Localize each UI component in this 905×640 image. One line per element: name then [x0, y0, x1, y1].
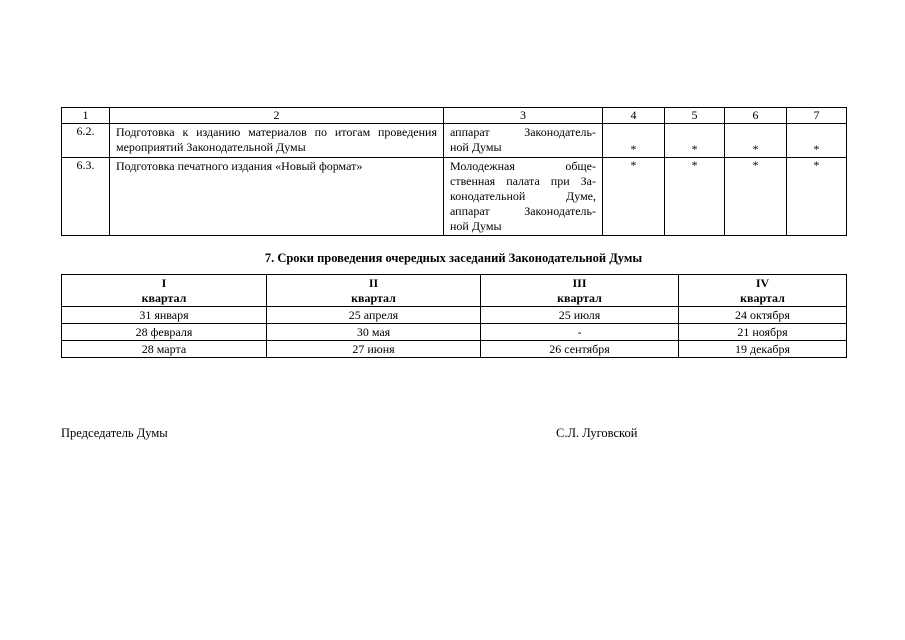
table-row	[62, 341, 847, 358]
column-header-q1: 4	[603, 108, 665, 124]
quarter-numeral: III	[572, 276, 587, 290]
row-mark-q1: *	[603, 158, 665, 236]
session-date: 25 июля	[481, 307, 679, 324]
row-mark-q3: *	[725, 124, 787, 158]
quarter-numeral: IV	[755, 276, 770, 290]
quarter-header-1	[62, 275, 267, 307]
table-row	[62, 307, 847, 324]
quarter-header-row	[62, 275, 847, 307]
quarter-header-4	[679, 275, 847, 307]
row-mark-q4: *	[787, 124, 847, 158]
session-date: 21 ноября	[679, 324, 847, 341]
table-row	[62, 324, 847, 341]
row-mark-q3: *	[725, 158, 787, 236]
session-date: 28 февраля	[62, 324, 267, 341]
row-number: 6.3.	[62, 158, 110, 236]
column-header-q2: 5	[665, 108, 725, 124]
signature-position: Председатель Думы	[61, 426, 168, 440]
quarter-label: квартал	[351, 291, 396, 305]
events-plan-table	[61, 107, 847, 236]
table-row	[62, 158, 847, 236]
row-description: Подготовка печатного издания «Новый формат»	[110, 158, 444, 236]
table-header-row	[62, 108, 847, 124]
table-row	[62, 124, 847, 158]
quarter-header-2	[267, 275, 481, 307]
responsible-line: ной Думы	[450, 140, 502, 154]
responsible-line: аппарат Законодатель-	[450, 204, 596, 218]
row-responsible	[444, 158, 603, 236]
column-header-q4: 7	[787, 108, 847, 124]
column-header-responsible: 3	[444, 108, 603, 124]
session-date: 27 июня	[267, 341, 481, 358]
quarter-label: квартал	[141, 291, 187, 305]
session-date: 24 октября	[679, 307, 847, 324]
row-number: 6.2.	[62, 124, 110, 158]
session-date: 30 мая	[267, 324, 481, 341]
session-date: 25 апреля	[267, 307, 481, 324]
row-description: Подготовка к изданию материалов по итогам проведения мероприятий Законодательной Думы	[110, 124, 444, 158]
session-date: 28 марта	[62, 341, 267, 358]
column-header-number: 1	[62, 108, 110, 124]
quarter-numeral: I	[161, 276, 167, 290]
column-header-event: 2	[110, 108, 444, 124]
row-mark-q2: *	[665, 124, 725, 158]
responsible-line: Молодежная обще-	[450, 159, 596, 173]
session-date: 31 января	[62, 307, 267, 324]
responsible-line: аппарат Законодатель-	[450, 125, 596, 139]
session-date: 19 декабря	[679, 341, 847, 358]
column-header-q3: 6	[725, 108, 787, 124]
session-date: -	[481, 324, 679, 341]
session-date: 26 сентября	[481, 341, 679, 358]
responsible-line: конодательной Думе,	[450, 189, 596, 203]
row-mark-q4: *	[787, 158, 847, 236]
responsible-line: ной Думы	[450, 219, 502, 233]
row-mark-q1: *	[603, 124, 665, 158]
quarter-label: квартал	[557, 291, 602, 305]
row-mark-q2: *	[665, 158, 725, 236]
quarter-header-3	[481, 275, 679, 307]
quarter-label: квартал	[740, 291, 785, 305]
sessions-schedule-table	[61, 274, 847, 358]
signature-name: С.Л. Луговской	[556, 426, 638, 440]
section-heading: 7. Сроки проведения очередных заседаний Законодательной Думы	[264, 251, 643, 265]
quarter-numeral: II	[368, 276, 379, 290]
row-responsible	[444, 124, 603, 158]
responsible-line: ственная палата при За-	[450, 174, 596, 188]
